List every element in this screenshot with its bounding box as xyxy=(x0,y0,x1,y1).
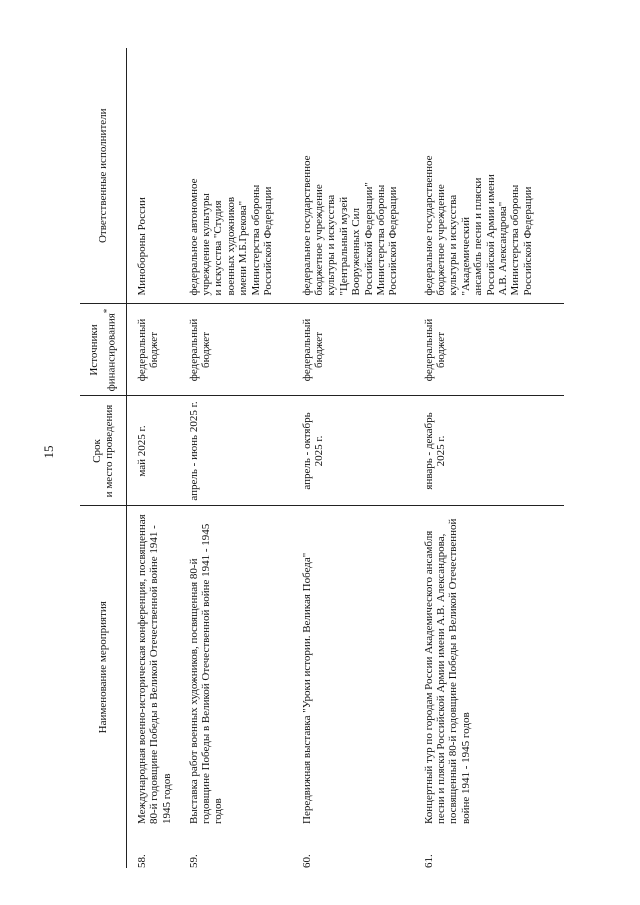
page-number: 15 xyxy=(41,445,56,459)
header-date-line2: и место проведения xyxy=(103,404,115,498)
header-fund-line1: Источники xyxy=(88,324,101,376)
header-date-place xyxy=(80,396,127,506)
table-row xyxy=(127,48,179,868)
event-name: Передвижная выставка "Уроки истории. Великая Победа" xyxy=(292,506,414,828)
events-table xyxy=(80,48,564,868)
table-row xyxy=(179,48,292,868)
header-number xyxy=(80,828,127,868)
row-number: 60. xyxy=(300,854,313,868)
header-date-line1: Срок xyxy=(90,439,103,463)
table-header-row xyxy=(80,48,127,868)
footnote-mark: * xyxy=(101,308,112,314)
responsible-executors: федеральное автономное учреждение культуры и искусства "Студия военных художников имени М.Б.Грекова" Министерства обороны Российской Федерации xyxy=(187,178,274,296)
row-number: 58. xyxy=(136,854,148,868)
event-name: Выставка работ военных художников, посвященная 80-й годовщине Победы в Великой Отечественной войне 1941 - 1945 годов xyxy=(179,506,292,828)
header-executors: Ответственные исполнители xyxy=(80,48,127,304)
event-date: апрель - октябрь 2025 г. xyxy=(292,396,414,506)
table-row xyxy=(292,48,414,868)
table-row xyxy=(414,48,564,868)
event-date: январь - декабрь 2025 г. xyxy=(414,396,564,506)
event-date: май 2025 г. xyxy=(127,396,179,506)
funding-source: федеральный бюджет xyxy=(179,304,292,396)
responsible-executors: Минобороны России xyxy=(136,197,148,296)
responsible-executors: федеральное государственное бюджетное учреждение культуры и искусства "Центральный музей Вооруженных Сил Российской Федерации" Министерства обороны Российской Федерации xyxy=(300,155,400,296)
rotated-page-content xyxy=(80,48,620,868)
event-date: апрель - июнь 2025 г. xyxy=(179,396,292,506)
row-number: 61. xyxy=(422,854,435,868)
responsible-executors: федеральное государственное бюджетное учреждение культуры и искусства "Академический ансамбль песни и пляски Российской Армии имени А.В. Александрова" Министерства обороны Российской Федерации xyxy=(422,155,534,296)
event-name: Международная военно-историческая конференция, посвященная 80-й годовщине Победы в Великой Отечественной войне 1941 - 1945 годов xyxy=(127,506,179,828)
funding-source: федеральный бюджет xyxy=(292,304,414,396)
event-name: Концертный тур по городам России Академического ансамбля песни и пляски Российской Армии имени А.В. Александрова, посвященный 80-й годовщине Победы в Великой Отечественной войне 1941 - 1945 годов xyxy=(414,506,564,828)
funding-source: федеральный бюджет xyxy=(414,304,564,396)
header-fund-line2-wrap xyxy=(101,309,118,392)
header-funding xyxy=(80,304,127,396)
header-event-name: Наименование мероприятия xyxy=(80,506,127,828)
row-number: 59. xyxy=(187,854,200,868)
header-fund-line2: финансирования xyxy=(105,313,118,392)
funding-source: федеральный бюджет xyxy=(127,304,179,396)
